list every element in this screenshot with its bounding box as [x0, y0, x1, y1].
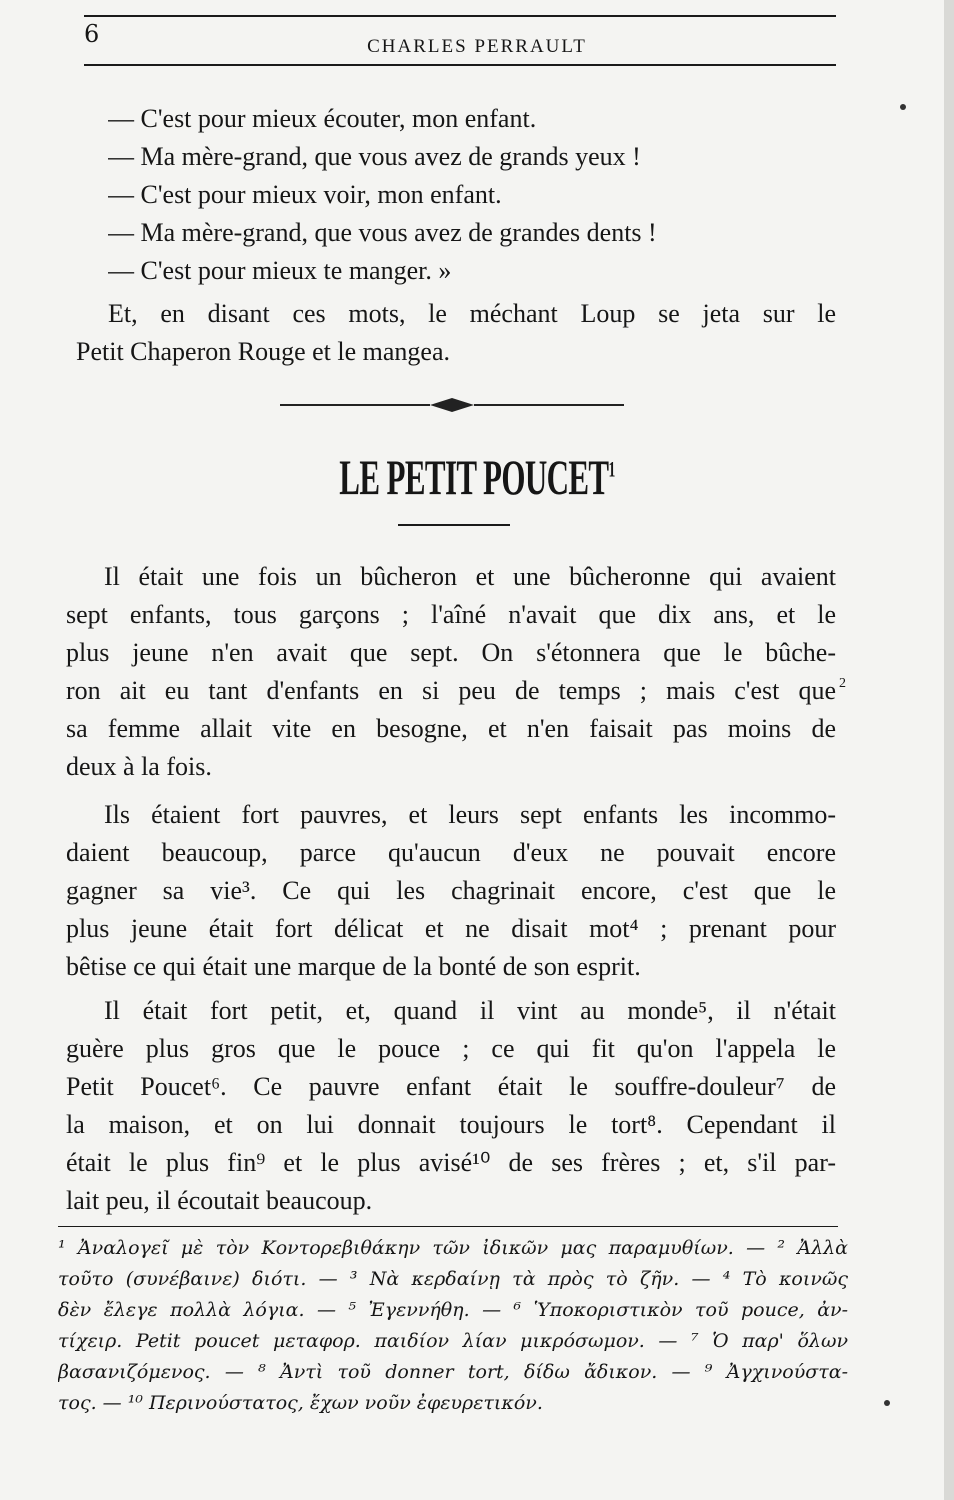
paragraph-line: lait peu, il écoutait beaucoup. — [66, 1186, 373, 1215]
closing-line: Et, en disant ces mots, le méchant Loup se jeta sur le — [108, 299, 836, 328]
section-ornament — [280, 397, 624, 413]
header-bottom-rule — [84, 64, 836, 66]
running-title: CHARLES PERRAULT — [367, 36, 587, 57]
footnote-line: τοῦτο (συνέβαινε) διότι. — ³ Νὰ κερδαίνῃ τὰ πρὸς τὸ ζῆν. — ⁴ Τὸ κοινῶς — [58, 1268, 848, 1290]
dialogue-line: — C'est pour mieux écouter, mon enfant. — [108, 104, 537, 133]
footnotes — [58, 1233, 848, 1419]
paragraph-line: daient beaucoup, parce qu'aucun d'eux ne pouvait encore — [66, 838, 836, 867]
footnote-line: τίχειρ. Petit poucet μεταφορ. παιδίον λίαν μικρόσωμον. — ⁷ Ὁ παρ' ὅλων — [58, 1330, 848, 1352]
paragraph-line: sa femme allait vite en besogne, et n'en faisait pas moins de — [66, 714, 836, 743]
paragraph-line: la maison, et on lui donnait toujours le tort⁸. Cependant il — [66, 1110, 836, 1139]
dialogue-block — [108, 100, 808, 290]
paragraph-line: Il était fort petit, et, quand il vint au monde⁵, il n'était — [104, 996, 836, 1025]
chapter-title-text: LE PETIT POUCET — [339, 449, 609, 505]
dialogue-line: — Ma mère-grand, que vous avez de grandes dents ! — [108, 218, 657, 247]
paragraph-line: bêtise ce qui était une marque de la bonté de son esprit. — [66, 952, 641, 981]
footnote-line: δὲν ἔλεγε πολλὰ λόγια. — ⁵ Ἐγεννήθη. — ⁶ Ὑποκοριστικὸν τοῦ pouce, ἀν- — [58, 1299, 848, 1321]
paragraph-line: deux à la fois. — [66, 752, 212, 781]
footnote-line: τος. — ¹⁰ Περινούστατος, ἔχων νοῦν ἐφευρετικόν. — [58, 1392, 543, 1414]
closing-line: Petit Chaperon Rouge et le mangea. — [76, 337, 451, 366]
dialogue-line: — C'est pour mieux te manger. » — [108, 256, 452, 285]
footnote-rule — [58, 1226, 838, 1227]
print-speck — [900, 104, 906, 110]
dialogue-line: — Ma mère-grand, que vous avez de grands yeux ! — [108, 142, 641, 171]
print-speck — [884, 1400, 890, 1406]
page-number: 6 — [84, 20, 100, 48]
chapter-title — [181, 448, 772, 506]
paragraph-line: Ils étaient fort pauvres, et leurs sept enfants les incommo- — [104, 800, 836, 829]
page-edge-shadow — [944, 0, 954, 1500]
paragraph-line: ron ait eu tant d'enfants en si peu de temps ; mais c'est que 2 — [66, 676, 846, 705]
closing-paragraph — [76, 295, 836, 371]
paragraph-line: sept enfants, tous garçons ; l'aîné n'avait que dix ans, et le — [66, 600, 836, 629]
title-underline — [398, 524, 510, 526]
paragraph-line: Petit Poucet⁶. Ce pauvre enfant était le souffre-douleur⁷ de — [66, 1072, 836, 1101]
story-text — [66, 558, 846, 1220]
dialogue-line: — C'est pour mieux voir, mon enfant. — [108, 180, 502, 209]
paragraph-line: Il était une fois un bûcheron et une bûcheronne qui avaient — [104, 562, 836, 591]
paragraph-line: guère plus gros que le pouce ; ce qui fit qu'on l'appela le — [66, 1034, 836, 1063]
title-note-ref: 1 — [608, 456, 615, 482]
paragraph-line: était le plus fin⁹ et le plus avisé¹⁰ de ses frères ; et, s'il par- — [66, 1148, 836, 1177]
paragraph-line: plus jeune n'en avait que sept. On s'étonnera que le bûche- — [66, 638, 836, 667]
paragraph-line: gagner sa vie³. Ce qui les chagrinait encore, c'est que le — [66, 876, 836, 905]
footnote-line: ¹ Ἀναλογεῖ μὲ τὸν Κοντορεβιθάκην τῶν ἰδικῶν μας παραμυθίων. — ² Ἀλλὰ — [58, 1237, 848, 1259]
footnote-line: βασανιζόμενος. — ⁸ Ἀντὶ τοῦ donner tort, δίδω ἄδικον. — ⁹ Ἀγχινούστα- — [58, 1361, 848, 1383]
paragraph-line: plus jeune était fort délicat et ne disait mot⁴ ; prenant pour — [66, 914, 836, 943]
header-top-rule — [84, 15, 836, 17]
